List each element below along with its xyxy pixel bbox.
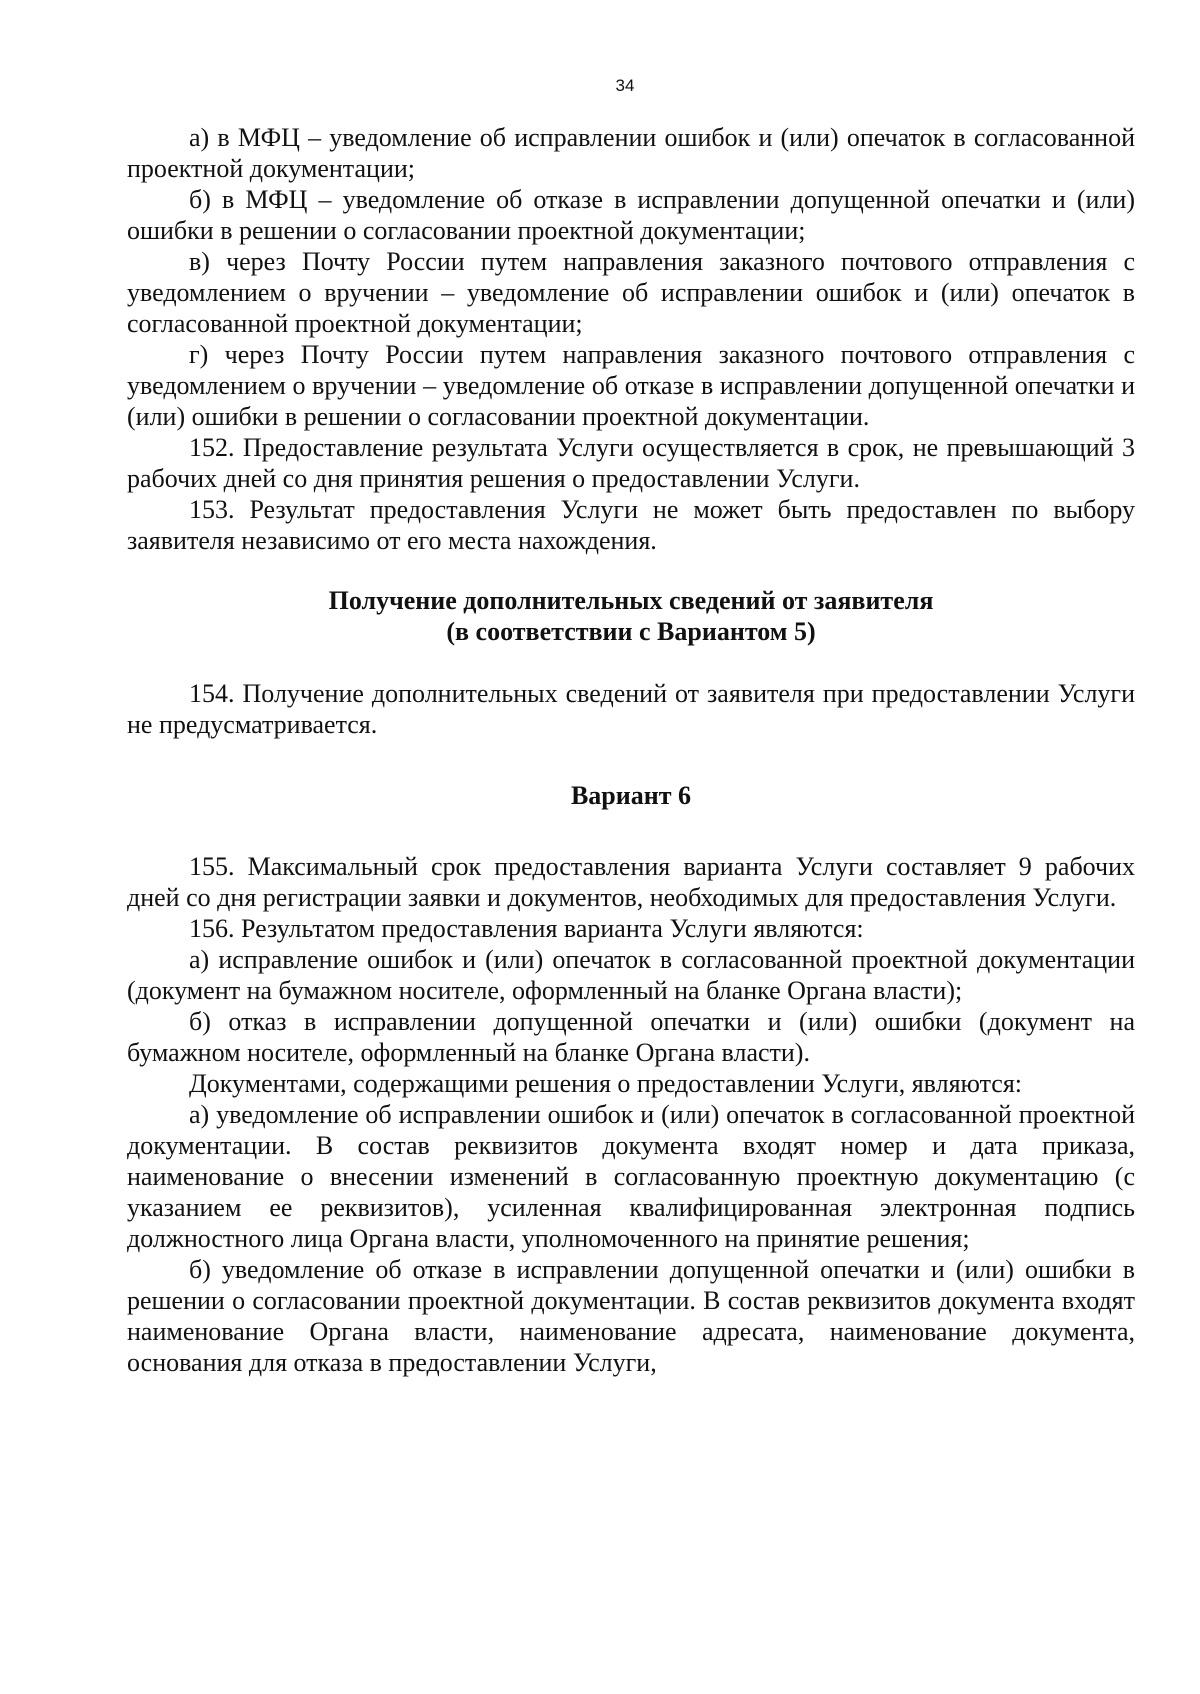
paragraph-156: 156. Результатом предоставления варианта Услуги являются: bbox=[189, 914, 864, 943]
paragraph-154: 154. Получение дополнительных сведений от заявителя при предоставлении Услуги не предусматривается. bbox=[127, 679, 1135, 739]
variant-heading: Вариант 6 bbox=[570, 781, 692, 810]
paragraph-b-mfc-refusal: б) в МФЦ – уведомление об отказе в исправлении допущенной опечатки и (или) ошибки в решении о согласовании проектной документации; bbox=[127, 185, 1135, 245]
section-heading-line-1: Получение дополнительных сведений от заявителя bbox=[328, 586, 934, 615]
paragraph-decision-documents: Документами, содержащими решения о предоставлении Услуги, являются: bbox=[189, 1069, 1023, 1098]
paragraph-v-post-notice: в) через Почту России путем направления заказного почтового отправления с уведомлением о вручении – уведомление об исправлении ошибок и (или) опечаток в согласованной проектной документации; bbox=[127, 247, 1135, 338]
paragraph-153: 153. Результат предоставления Услуги не может быть предоставлен по выбору заявителя независимо от его места нахождения. bbox=[127, 495, 1135, 555]
paragraph-156-a: а) исправление ошибок и (или) опечаток в согласованной проектной документации (документ на бумажном носителе, оформленный на бланке Органа власти); bbox=[127, 945, 1135, 1005]
paragraph-decision-a: а) уведомление об исправлении ошибок и (или) опечаток в согласованной проектной документации. В состав реквизитов документа входят номер и дата приказа, наименование о внесении изменений в согласованную проектную документацию (с указанием ее реквизитов), усиленная квалифицированная электронная подпись должностного лица Органа власти, уполномоченного на принятие решения; bbox=[127, 1100, 1135, 1253]
paragraph-152: 152. Предоставление результата Услуги осуществляется в срок, не превышающий 3 рабочих дней со дня принятия решения о предоставлении Услуги. bbox=[127, 433, 1135, 493]
paragraph-g-post-refusal: г) через Почту России путем направления заказного почтового отправления с уведомлением о вручении – уведомление об отказе в исправлении допущенной опечатки и (или) ошибки в решении о согласовании проектной документации. bbox=[127, 340, 1135, 431]
section-heading-line-2: (в соответствии с Вариантом 5) bbox=[446, 617, 816, 646]
document-body bbox=[127, 122, 1135, 1378]
page-number: 34 bbox=[615, 76, 635, 95]
paragraph-decision-b: б) уведомление об отказе в исправлении допущенной опечатки и (или) ошибки в решении о согласовании проектной документации. В состав реквизитов документа входят наименование Органа власти, наименование адресата, наименование документа, основания для отказа в предоставлении Услуги, bbox=[127, 1255, 1135, 1377]
paragraph-155: 155. Максимальный срок предоставления варианта Услуги составляет 9 рабочих дней со дня регистрации заявки и документов, необходимых для предоставления Услуги. bbox=[127, 852, 1135, 912]
paragraph-a-mfc-notice: а) в МФЦ – уведомление об исправлении ошибок и (или) опечаток в согласованной проектной документации; bbox=[127, 123, 1135, 183]
paragraph-156-b: б) отказ в исправлении допущенной опечатки и (или) ошибки (документ на бумажном носителе, оформленный на бланке Органа власти). bbox=[127, 1007, 1135, 1067]
